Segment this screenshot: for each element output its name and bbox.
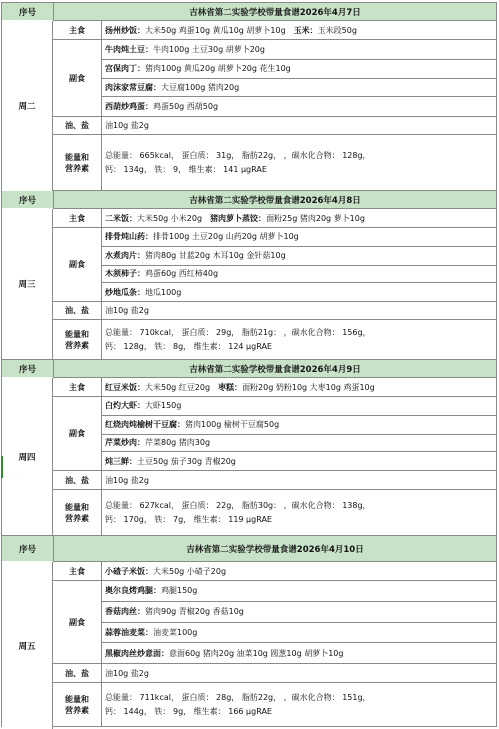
nutrition-line-1: 总能量： 710kcal， 蛋白质： 29g， 脂肪21g： ，碳水化合物： 156g， bbox=[105, 327, 371, 337]
oil-salt-value: 油10g 盐2g bbox=[105, 475, 149, 485]
nutrition-label: 能量和 营养素 bbox=[53, 683, 102, 726]
oil-salt-label: 油、盐 bbox=[53, 302, 102, 319]
seq-label: 序号 bbox=[2, 536, 54, 561]
dish-ingredients: 玉米段50g bbox=[317, 25, 357, 35]
weekday-label: 周四 bbox=[2, 378, 53, 535]
nutrition-line-1: 总能量： 665kcal， 蛋白质： 31g， 脂肪22g， ，碳水化合物： 128g， bbox=[105, 150, 371, 160]
dish-name: 猪肉萝卜蒸饺： bbox=[210, 213, 267, 223]
nutrition-line-2: 钙： 134g， 铁： 9， 维生素： 141 μgRAE bbox=[105, 164, 267, 174]
nutrition-row bbox=[53, 134, 496, 190]
menu-title: 吉林省第二实验学校带量食谱2026年4月8日 bbox=[189, 195, 361, 206]
main-food-row bbox=[53, 562, 496, 580]
dish-ingredients: 鸡蛋50g 西葫50g bbox=[153, 102, 219, 112]
main-food-label: 主食 bbox=[53, 21, 102, 39]
dish-ingredients: 意面60g 猪肉20g 油菜10g 圆葱10g 胡萝卜10g bbox=[169, 648, 344, 658]
oil-salt-row bbox=[53, 663, 496, 682]
dish-ingredients: 排骨100g 土豆20g 山药20g 胡萝卜10g bbox=[153, 232, 299, 242]
dish-name: 芹菜炒肉： bbox=[105, 438, 145, 448]
main-food-label: 主食 bbox=[53, 209, 102, 227]
nutrition-row bbox=[53, 489, 496, 535]
dish-name: 红烧肉炖榆树干豆腐： bbox=[105, 420, 185, 430]
side-dish-label: 副食 bbox=[53, 40, 102, 116]
dish-name: 宫保肉丁： bbox=[105, 64, 145, 74]
dish-name: 西葫炒鸡蛋： bbox=[105, 102, 153, 112]
oil-salt-row bbox=[53, 301, 496, 319]
seq-label: 序号 bbox=[2, 3, 54, 20]
main-food-row bbox=[53, 378, 496, 396]
dish-ingredients: 大虾150g bbox=[145, 401, 182, 411]
dish-ingredients: 大米50g 红豆20g bbox=[145, 382, 211, 392]
dish-ingredients: 大豆腐100g 猪肉20g bbox=[161, 82, 240, 92]
side-dish-label: 副食 bbox=[53, 581, 102, 663]
seq-label: 序号 bbox=[2, 191, 54, 208]
oil-salt-label: 油、盐 bbox=[53, 664, 102, 682]
menu-title: 吉林省第二实验学校带量食谱2026年4月7日 bbox=[189, 7, 361, 18]
oil-salt-value: 油10g 盐2g bbox=[105, 121, 149, 130]
dish-name: 木须柿子： bbox=[105, 269, 145, 279]
dish-ingredients: 鸡蛋60g 西红柿40g bbox=[145, 269, 219, 279]
dish-ingredients: 猪肉100g 榆树干豆腐50g bbox=[185, 420, 280, 430]
header-row bbox=[2, 191, 496, 208]
menu-sheet bbox=[1, 2, 497, 727]
dish-name: 牛肉炖土豆： bbox=[105, 44, 153, 54]
dish-name: 排骨炖山药： bbox=[105, 232, 153, 242]
oil-salt-value: 油10g 盐2g bbox=[105, 668, 149, 678]
selection-marker bbox=[1, 456, 3, 478]
dish-ingredients: 油麦菜100g bbox=[153, 627, 198, 637]
dish-name: 香菇肉丝： bbox=[105, 607, 145, 617]
dish-name: 枣糕： bbox=[218, 382, 243, 392]
nutrition-line-2: 钙： 128g， 铁： 8g， 维生素： 124 μgRAE bbox=[105, 341, 272, 351]
oil-salt-row bbox=[53, 116, 496, 134]
dish-name: 小碴子米饭： bbox=[105, 566, 153, 576]
seq-label: 序号 bbox=[2, 360, 54, 377]
dish-ingredients: 土豆50g 茄子30g 青椒20g bbox=[137, 456, 236, 466]
nutrition-line-1: 总能量： 711kcal， 蛋白质： 28g， 脂肪22g， ，碳水化合物： 151g， bbox=[105, 692, 371, 702]
dish-name: 炒地瓜条： bbox=[105, 287, 145, 297]
side-dish-label: 副食 bbox=[53, 228, 102, 301]
main-food-label: 主食 bbox=[53, 562, 102, 580]
day-block-wed bbox=[1, 191, 497, 360]
side-dish-label: 副食 bbox=[53, 397, 102, 470]
dish-ingredients: 大米50g 小碴子20g bbox=[153, 566, 227, 576]
oil-salt-row bbox=[53, 470, 496, 489]
dish-ingredients: 大米50g 小米20g bbox=[137, 213, 203, 223]
dish-ingredients: 鸡腿150g bbox=[161, 586, 198, 596]
dish-ingredients: 牛肉100g 土豆30g 胡萝卜20g bbox=[153, 44, 265, 54]
dish-name: 二米饭： bbox=[105, 213, 137, 223]
header-row bbox=[2, 360, 496, 377]
nutrition-row bbox=[53, 682, 496, 726]
main-food-row bbox=[53, 21, 496, 39]
dish-name: 玉米： bbox=[293, 25, 318, 35]
dish-name: 白灼大虾： bbox=[105, 401, 145, 411]
dish-name: 蒜蓉油麦菜： bbox=[105, 627, 153, 637]
weekday-label: 周五 bbox=[2, 562, 53, 729]
header-row bbox=[2, 536, 496, 561]
day-block-fri bbox=[1, 536, 497, 727]
dish-name: 炖三鲜： bbox=[105, 456, 137, 466]
dish-ingredients: 面粉25g 猪肉20g 萝卜10g bbox=[266, 213, 365, 223]
nutrition-label: 能量和 营养素 bbox=[53, 320, 102, 359]
side-dish-row bbox=[53, 396, 496, 470]
oil-salt-label: 油、盐 bbox=[53, 117, 102, 134]
weekday-label: 周三 bbox=[2, 209, 53, 359]
side-dish-row bbox=[53, 39, 496, 116]
main-food-label: 主食 bbox=[53, 378, 102, 396]
nutrition-label: 能量和 营养素 bbox=[53, 135, 102, 190]
dish-name: 水煮肉片： bbox=[105, 251, 145, 261]
weekday-label: 周二 bbox=[2, 21, 53, 191]
dish-name: 奥尔良烤鸡腿： bbox=[105, 586, 161, 596]
dish-name: 黑椒肉丝炒意面： bbox=[105, 648, 169, 658]
nutrition-row bbox=[53, 319, 496, 359]
dish-ingredients: 地瓜100g bbox=[145, 287, 182, 297]
nutrition-line-2: 钙： 144g， 铁： 9g， 维生素： 166 μgRAE bbox=[105, 706, 272, 716]
nutrition-label: 能量和 营养素 bbox=[53, 490, 102, 535]
dish-name: 红豆米饭： bbox=[105, 382, 145, 392]
dish-ingredients: 猪肉80g 甘蓝20g 木耳10g 金针菇10g bbox=[145, 251, 286, 261]
menu-title: 吉林省第二实验学校带量食谱2026年4月9日 bbox=[189, 364, 361, 375]
day-block-thu bbox=[1, 360, 497, 536]
nutrition-line-2: 钙： 170g， 铁： 7g， 维生素： 119 μgRAE bbox=[105, 514, 272, 524]
dish-name: 肉沫家常豆腐： bbox=[105, 82, 161, 92]
oil-salt-label: 油、盐 bbox=[53, 471, 102, 489]
day-block-tue bbox=[1, 2, 497, 191]
side-dish-row bbox=[53, 580, 496, 663]
dish-ingredients: 面粉20g 奶粉10g 大枣10g 鸡蛋10g bbox=[242, 382, 375, 392]
menu-title: 吉林省第二实验学校带量食谱2026年4月10日 bbox=[186, 544, 364, 555]
dish-ingredients: 芹菜80g 猪肉30g bbox=[145, 438, 211, 448]
dish-name: 扬州炒饭： bbox=[105, 25, 145, 35]
oil-salt-value: 油10g 盐2g bbox=[105, 306, 149, 315]
dish-ingredients: 猪肉90g 青椒20g 香菇10g bbox=[145, 607, 244, 617]
side-dish-row bbox=[53, 227, 496, 301]
header-row bbox=[2, 3, 496, 20]
dish-ingredients: 大米50g 鸡蛋10g 黄瓜10g 胡萝卜10g bbox=[145, 25, 286, 35]
nutrition-line-1: 总能量： 627kcal， 蛋白质： 22g， 脂肪30g： ，碳水化合物： 138g， bbox=[105, 500, 371, 510]
dish-ingredients: 猪肉100g 黄瓜20g 胡萝卜20g 花生10g bbox=[145, 64, 291, 74]
main-food-row bbox=[53, 209, 496, 227]
